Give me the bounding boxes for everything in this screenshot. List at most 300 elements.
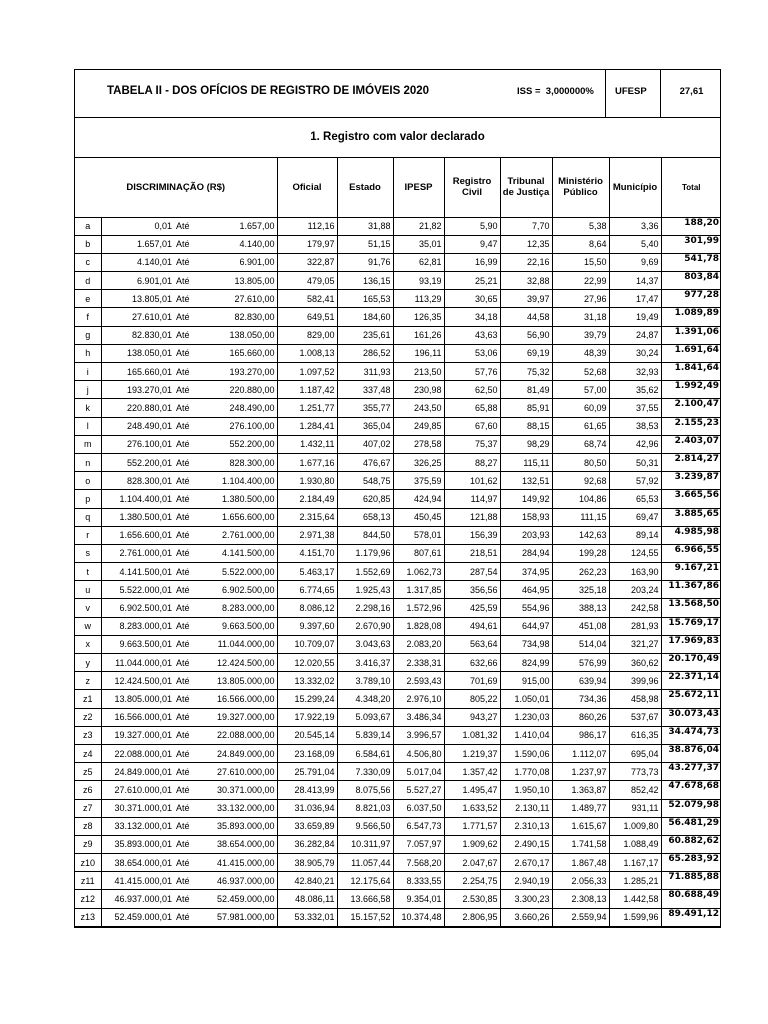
value-total: 89.491,12 [661,908,721,926]
value-ministerio: 325,18 [552,581,609,599]
value-oficial: 5.463,17 [277,563,337,581]
range-from: 13.805.000,01 [101,690,174,708]
value-tribunal: 158,93 [500,508,552,526]
value-estado: 844,50 [337,526,393,544]
row-letter: p [75,490,101,508]
value-total: 47.678,68 [661,781,721,799]
row-letter: z [75,672,101,690]
value-total: 80.688,49 [661,890,721,908]
range-to: 27.610.000,00 [198,763,277,781]
value-registro-civil: 114,97 [444,490,500,508]
range-to: 138.050,00 [198,326,277,344]
value-registro-civil: 1.081,32 [444,726,500,744]
table-row [75,508,721,526]
range-to: 46.937.000,00 [198,872,277,890]
value-oficial: 2.184,49 [277,490,337,508]
value-estado: 407,02 [337,435,393,453]
value-ministerio: 31,18 [552,308,609,326]
value-ipesp: 278,58 [393,435,444,453]
value-ipesp: 1.572,96 [393,599,444,617]
table-row [75,708,721,726]
value-municipio: 1.088,49 [609,835,661,853]
row-letter: u [75,581,101,599]
value-registro-civil: 43,63 [444,326,500,344]
fee-table [75,158,721,927]
range-separator: Até [174,363,198,381]
value-registro-civil: 67,60 [444,417,500,435]
value-total: 38.876,04 [661,744,721,762]
value-estado: 1.552,69 [337,563,393,581]
value-ipesp: 62,81 [393,253,444,271]
row-letter: b [75,235,101,253]
range-to: 5.522.000,00 [198,563,277,581]
range-separator: Até [174,835,198,853]
range-from: 828.300,01 [101,472,174,490]
value-registro-civil: 88,27 [444,453,500,471]
range-to: 6.902.500,00 [198,581,277,599]
range-separator: Até [174,781,198,799]
range-from: 24.849.000,01 [101,763,174,781]
table-row [75,526,721,544]
value-tribunal: 22,16 [500,253,552,271]
header-oficial: Oficial [277,158,337,217]
range-from: 220.880,01 [101,399,174,417]
value-municipio: 57,92 [609,472,661,490]
range-to: 193.270,00 [198,363,277,381]
table-row [75,326,721,344]
value-tribunal: 98,29 [500,435,552,453]
value-tribunal: 3.660,26 [500,908,552,926]
range-to: 12.424.500,00 [198,654,277,672]
table-row [75,744,721,762]
value-ipesp: 6.547,73 [393,817,444,835]
value-municipio: 281,93 [609,617,661,635]
value-oficial: 479,05 [277,272,337,290]
value-estado: 184,60 [337,308,393,326]
value-registro-civil: 425,59 [444,599,500,617]
value-ipesp: 6.037,50 [393,799,444,817]
value-ministerio: 1.237,97 [552,763,609,781]
value-registro-civil: 121,88 [444,508,500,526]
value-oficial: 1.187,42 [277,381,337,399]
row-letter: z12 [75,890,101,908]
range-from: 2.761.000,01 [101,544,174,562]
header-tribunal-line1: Tribunal [507,176,545,188]
value-estado: 658,13 [337,508,393,526]
value-ministerio: 61,65 [552,417,609,435]
value-registro-civil: 2.530,85 [444,890,500,908]
range-to: 38.654.000,00 [198,835,277,853]
value-oficial: 649,51 [277,308,337,326]
value-estado: 548,75 [337,472,393,490]
table-row [75,581,721,599]
range-to: 9.663.500,00 [198,617,277,635]
value-tribunal: 2.310,13 [500,817,552,835]
value-ipesp: 213,50 [393,363,444,381]
range-separator: Até [174,890,198,908]
range-from: 35.893.000,01 [101,835,174,853]
value-registro-civil: 34,18 [444,308,500,326]
row-letter: z10 [75,854,101,872]
value-ipesp: 375,59 [393,472,444,490]
value-estado: 7.330,09 [337,763,393,781]
table-row [75,544,721,562]
value-registro-civil: 57,76 [444,363,500,381]
row-letter: g [75,326,101,344]
range-separator: Até [174,817,198,835]
value-estado: 311,93 [337,363,393,381]
value-municipio: 1.285,21 [609,872,661,890]
range-from: 27.610,01 [101,308,174,326]
row-letter: z6 [75,781,101,799]
value-ministerio: 860,26 [552,708,609,726]
table-row [75,363,721,381]
iss-rate [517,86,594,97]
value-oficial: 23.168,09 [277,744,337,762]
range-separator: Até [174,799,198,817]
value-total: 25.672,11 [661,690,721,708]
range-from: 1.656.600,01 [101,526,174,544]
table-row [75,799,721,817]
range-separator: Até [174,726,198,744]
value-ipesp: 1.062,73 [393,563,444,581]
value-oficial: 1.097,52 [277,363,337,381]
row-letter: l [75,417,101,435]
range-to: 27.610,00 [198,290,277,308]
value-municipio: 242,58 [609,599,661,617]
value-estado: 286,52 [337,344,393,362]
value-tribunal: 374,95 [500,563,552,581]
range-to: 1.657,00 [198,217,277,235]
range-from: 5.522.000,01 [101,581,174,599]
value-ministerio: 199,28 [552,544,609,562]
row-letter: i [75,363,101,381]
range-from: 82.830,01 [101,326,174,344]
value-registro-civil: 5,90 [444,217,500,235]
value-registro-civil: 2.254,75 [444,872,500,890]
value-total: 803,84 [661,272,721,290]
table-row [75,672,721,690]
table-row [75,617,721,635]
value-ministerio: 39,79 [552,326,609,344]
value-registro-civil: 1.219,37 [444,744,500,762]
value-total: 4.985,98 [661,526,721,544]
value-total: 30.073,43 [661,708,721,726]
value-ministerio: 57,00 [552,381,609,399]
value-total: 22.371,14 [661,672,721,690]
header-registro-civil [444,158,500,217]
row-letter: z8 [75,817,101,835]
value-oficial: 1.008,13 [277,344,337,362]
value-tribunal: 2.130,11 [500,799,552,817]
value-municipio: 1.167,17 [609,854,661,872]
table-row [75,490,721,508]
value-ipesp: 10.374,48 [393,908,444,926]
row-letter: z2 [75,708,101,726]
value-ministerio: 2.308,13 [552,890,609,908]
value-total: 1.992,49 [661,381,721,399]
value-estado: 5.093,67 [337,708,393,726]
value-total: 34.474,73 [661,726,721,744]
range-to: 33.132.000,00 [198,799,277,817]
range-separator: Até [174,453,198,471]
value-ipesp: 4.506,80 [393,744,444,762]
table-row [75,690,721,708]
value-municipio: 695,04 [609,744,661,762]
range-to: 30.371.000,00 [198,781,277,799]
value-ministerio: 111,15 [552,508,609,526]
range-separator: Até [174,326,198,344]
value-ipesp: 35,01 [393,235,444,253]
table-row [75,217,721,235]
range-separator: Até [174,290,198,308]
row-letter: o [75,472,101,490]
value-oficial: 4.151,70 [277,544,337,562]
value-oficial: 48.086,11 [277,890,337,908]
value-estado: 165,53 [337,290,393,308]
value-municipio: 32,93 [609,363,661,381]
value-municipio: 360,62 [609,654,661,672]
value-oficial: 2.971,38 [277,526,337,544]
value-municipio: 17,47 [609,290,661,308]
value-ministerio: 1.489,77 [552,799,609,817]
value-ministerio: 1.363,87 [552,781,609,799]
value-ipesp: 326,25 [393,453,444,471]
value-oficial: 1.284,41 [277,417,337,435]
value-ministerio: 576,99 [552,654,609,672]
value-registro-civil: 25,21 [444,272,500,290]
value-oficial: 53.332,01 [277,908,337,926]
value-registro-civil: 632,66 [444,654,500,672]
value-registro-civil: 62,50 [444,381,500,399]
value-estado: 3.416,37 [337,654,393,672]
range-to: 82.830,00 [198,308,277,326]
value-oficial: 1.251,77 [277,399,337,417]
row-letter: z1 [75,690,101,708]
value-total: 6.966,55 [661,544,721,562]
row-letter: w [75,617,101,635]
range-from: 1.657,01 [101,235,174,253]
value-ipesp: 9.354,01 [393,890,444,908]
value-tribunal: 88,15 [500,417,552,435]
value-tribunal: 12,35 [500,235,552,253]
table-row [75,726,721,744]
value-estado: 15.157,52 [337,908,393,926]
value-registro-civil: 65,88 [444,399,500,417]
value-tribunal: 284,94 [500,544,552,562]
value-estado: 6.584,61 [337,744,393,762]
value-ipesp: 1.828,08 [393,617,444,635]
range-separator: Até [174,417,198,435]
value-estado: 12.175,64 [337,872,393,890]
value-total: 52.079,98 [661,799,721,817]
range-separator: Até [174,235,198,253]
table-row [75,417,721,435]
value-oficial: 28.413,99 [277,781,337,799]
column-header-row [75,158,721,217]
value-ipesp: 243,50 [393,399,444,417]
table-row [75,817,721,835]
table-row [75,781,721,799]
value-municipio: 931,11 [609,799,661,817]
table-row [75,599,721,617]
value-municipio: 321,27 [609,635,661,653]
value-municipio: 163,90 [609,563,661,581]
value-total: 3.885,65 [661,508,721,526]
value-estado: 3.789,10 [337,672,393,690]
value-ministerio: 80,50 [552,453,609,471]
value-municipio: 69,47 [609,508,661,526]
value-ipesp: 93,19 [393,272,444,290]
row-letter: x [75,635,101,653]
value-tribunal: 75,32 [500,363,552,381]
value-oficial: 6.774,65 [277,581,337,599]
value-total: 1.691,64 [661,344,721,362]
table-row [75,835,721,853]
value-municipio: 773,73 [609,763,661,781]
value-tribunal: 44,58 [500,308,552,326]
value-oficial: 36.282,84 [277,835,337,853]
value-municipio: 42,96 [609,435,661,453]
value-total: 1.391,06 [661,326,721,344]
range-from: 13.805,01 [101,290,174,308]
value-ipesp: 3.486,34 [393,708,444,726]
value-municipio: 19,49 [609,308,661,326]
value-municipio: 1.599,96 [609,908,661,926]
row-letter: z7 [75,799,101,817]
value-ministerio: 27,96 [552,290,609,308]
value-ipesp: 2.083,20 [393,635,444,653]
range-separator: Até [174,472,198,490]
value-ministerio: 1.615,67 [552,817,609,835]
value-ministerio: 1.741,58 [552,835,609,853]
range-separator: Até [174,581,198,599]
range-from: 276.100,01 [101,435,174,453]
value-ministerio: 5,38 [552,217,609,235]
range-to: 4.141.500,00 [198,544,277,562]
row-letter: z4 [75,744,101,762]
value-registro-civil: 1.633,52 [444,799,500,817]
value-estado: 9.566,50 [337,817,393,835]
row-letter: c [75,253,101,271]
value-total: 3.239,87 [661,472,721,490]
value-total: 11.367,86 [661,581,721,599]
range-to: 220.880,00 [198,381,277,399]
value-oficial: 31.036,94 [277,799,337,817]
range-from: 33.132.000,01 [101,817,174,835]
value-ministerio: 1.112,07 [552,744,609,762]
row-letter: y [75,654,101,672]
row-letter: z11 [75,872,101,890]
value-oficial: 1.677,16 [277,453,337,471]
header-ipesp: IPESP [393,158,444,217]
range-from: 41.415.000,01 [101,872,174,890]
value-municipio: 14,37 [609,272,661,290]
range-from: 6.901,01 [101,272,174,290]
value-ministerio: 2.559,94 [552,908,609,926]
value-municipio: 24,87 [609,326,661,344]
value-registro-civil: 16,99 [444,253,500,271]
value-estado: 91,76 [337,253,393,271]
value-ministerio: 639,94 [552,672,609,690]
range-to: 22.088.000,00 [198,726,277,744]
range-to: 552.200,00 [198,435,277,453]
value-ipesp: 196,11 [393,344,444,362]
value-registro-civil: 805,22 [444,690,500,708]
value-ipesp: 21,82 [393,217,444,235]
row-letter: z9 [75,835,101,853]
range-to: 276.100,00 [198,417,277,435]
value-municipio: 458,98 [609,690,661,708]
value-tribunal: 7,70 [500,217,552,235]
value-estado: 1.179,96 [337,544,393,562]
value-estado: 1.925,43 [337,581,393,599]
range-separator: Até [174,563,198,581]
range-separator: Até [174,544,198,562]
value-estado: 620,85 [337,490,393,508]
value-tribunal: 1.410,04 [500,726,552,744]
value-municipio: 35,62 [609,381,661,399]
value-estado: 5.839,14 [337,726,393,744]
range-to: 13.805.000,00 [198,672,277,690]
row-letter: m [75,435,101,453]
value-oficial: 17.922,19 [277,708,337,726]
table-row [75,235,721,253]
header-registro-civil-line2: Civil [461,187,483,199]
value-total: 188,20 [661,217,721,235]
value-oficial: 38.905,79 [277,854,337,872]
row-letter: v [75,599,101,617]
table-row [75,854,721,872]
value-ipesp: 126,35 [393,308,444,326]
range-from: 1.104.400,01 [101,490,174,508]
value-tribunal: 85,91 [500,399,552,417]
value-total: 2.403,07 [661,435,721,453]
value-registro-civil: 494,61 [444,617,500,635]
range-to: 24.849.000,00 [198,744,277,762]
value-tribunal: 2.940,19 [500,872,552,890]
value-registro-civil: 287,54 [444,563,500,581]
ufesp-value: 27,61 [679,86,704,97]
value-municipio: 3,36 [609,217,661,235]
range-from: 19.327.000,01 [101,726,174,744]
value-tribunal: 2.670,17 [500,854,552,872]
range-to: 2.761.000,00 [198,526,277,544]
table-row [75,763,721,781]
section-title: 1. Registro com valor declarado [75,118,720,158]
value-estado: 13.666,58 [337,890,393,908]
header-tribunal [500,158,552,217]
value-tribunal: 115,11 [500,453,552,471]
value-tribunal: 554,96 [500,599,552,617]
value-municipio: 124,55 [609,544,661,562]
range-from: 1.380.500,01 [101,508,174,526]
value-ipesp: 5.527,27 [393,781,444,799]
value-ministerio: 986,17 [552,726,609,744]
value-tribunal: 203,93 [500,526,552,544]
header-ministerio [552,158,609,217]
range-from: 22.088.000,01 [101,744,174,762]
value-tribunal: 644,97 [500,617,552,635]
value-municipio: 89,14 [609,526,661,544]
range-from: 12.424.500,01 [101,672,174,690]
value-tribunal: 915,00 [500,672,552,690]
table-row [75,453,721,471]
value-total: 2.100,47 [661,399,721,417]
value-oficial: 20.545,14 [277,726,337,744]
value-registro-civil: 1.495,47 [444,781,500,799]
value-estado: 31,88 [337,217,393,235]
